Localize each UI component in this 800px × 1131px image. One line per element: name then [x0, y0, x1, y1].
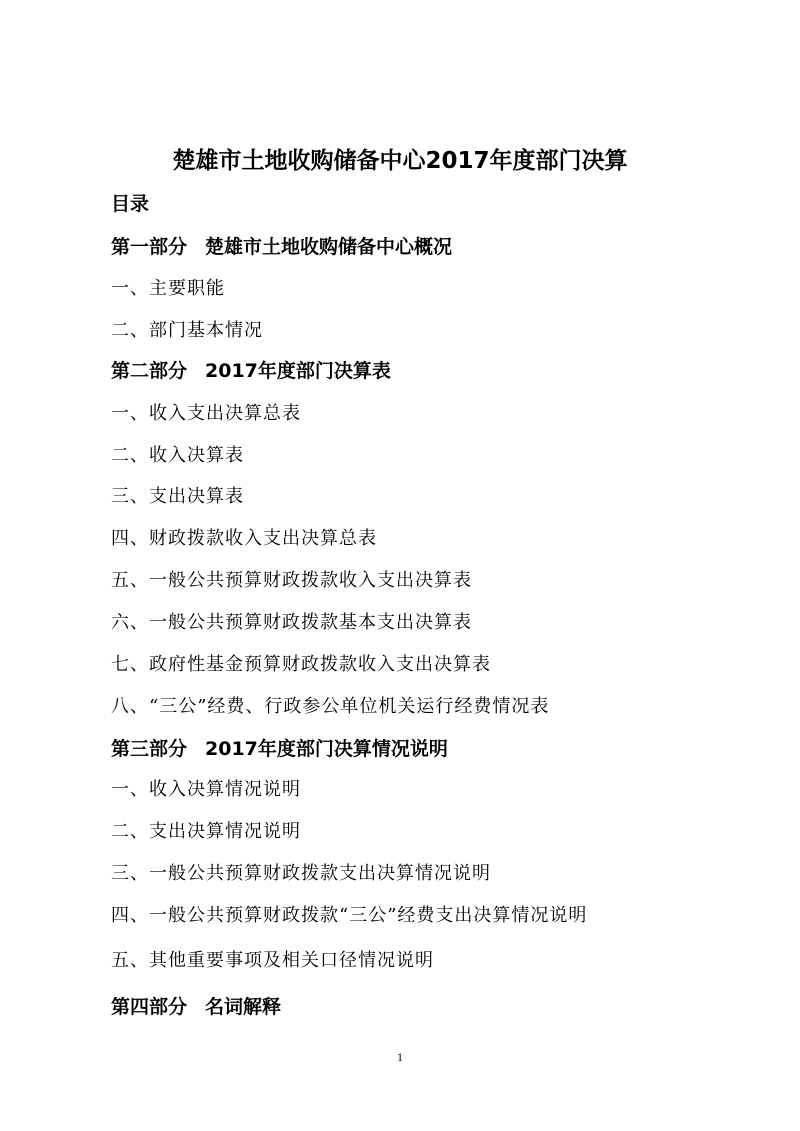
part-1-title: 楚雄市土地收购储备中心概况	[205, 236, 453, 258]
part-2-item-5: 五、一般公共预算财政拨款收入支出决算表	[111, 570, 472, 591]
part-2-item-4: 四、财政拨款收入支出决算总表	[111, 528, 377, 549]
part-2-heading	[111, 358, 391, 384]
toc-label: 目录	[111, 193, 150, 215]
document-title: 楚雄市土地收购储备中心2017年度部门决算	[172, 148, 628, 174]
part-3-item-4: 四、一般公共预算财政拨款“三公”经费支出决算情况说明	[111, 905, 588, 926]
part-2-item-1: 一、收入支出决算总表	[111, 403, 301, 424]
part-4-heading	[111, 994, 281, 1020]
part-3-label: 第三部分	[111, 738, 188, 760]
part-1-label: 第一部分	[111, 236, 188, 258]
part-2-item-6: 六、一般公共预算财政拨款基本支出决算表	[111, 612, 472, 633]
part-1-item-1: 一、主要职能	[111, 278, 225, 299]
part-3-item-3: 三、一般公共预算财政拨款支出决算情况说明	[111, 863, 491, 884]
part-2-item-2: 二、收入决算表	[111, 445, 244, 466]
part-1-heading	[111, 234, 452, 260]
part-2-item-7: 七、政府性基金预算财政拨款收入支出决算表	[111, 654, 491, 675]
part-4-title: 名词解释	[205, 996, 282, 1018]
part-3-title: 2017年度部门决算情况说明	[205, 738, 448, 760]
part-2-item-8: 八、“三公”经费、行政参公单位机关运行经费情况表	[111, 696, 550, 717]
page-number: 1	[397, 1050, 403, 1064]
part-3-heading	[111, 736, 448, 762]
part-3-item-1: 一、收入决算情况说明	[111, 779, 301, 800]
part-1-item-2: 二、部门基本情况	[111, 320, 263, 341]
part-3-item-5: 五、其他重要事项及相关口径情况说明	[111, 950, 434, 971]
part-2-title: 2017年度部门决算表	[205, 360, 391, 382]
part-2-item-3: 三、支出决算表	[111, 486, 244, 507]
part-2-label: 第二部分	[111, 360, 188, 382]
part-3-item-2: 二、支出决算情况说明	[111, 821, 301, 842]
part-4-label: 第四部分	[111, 996, 188, 1018]
